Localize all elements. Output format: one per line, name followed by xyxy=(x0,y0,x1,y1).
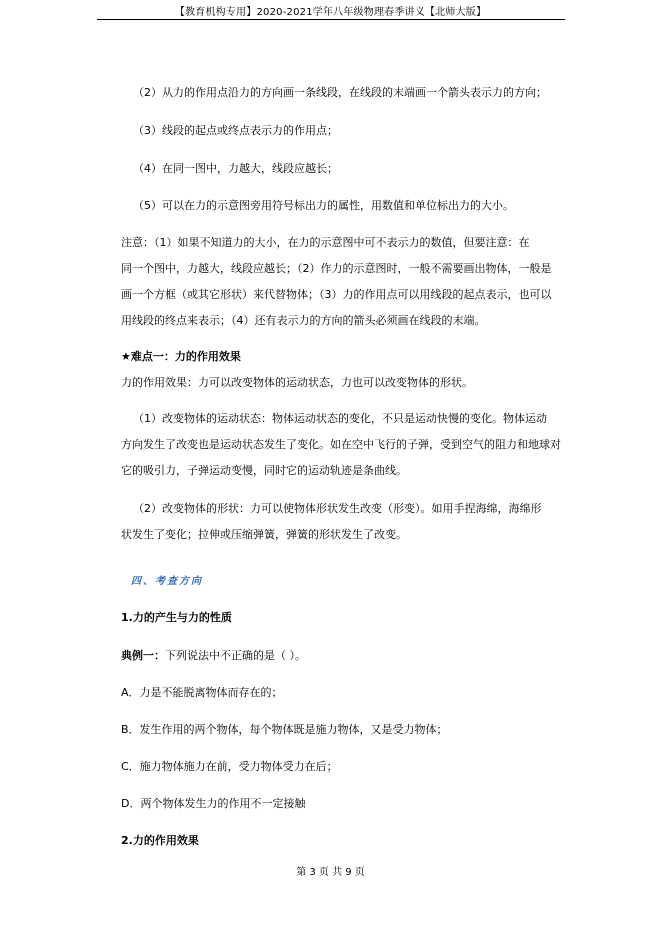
paragraph-line: （1）改变物体的运动状态：物体运动状态的变化，不只是运动快慢的变化。物体运动 xyxy=(133,412,547,425)
paragraph-line: 它的吸引力，子弹运动变慢，同时它的运动轨迹是条曲线。 xyxy=(121,464,407,477)
paragraph-line: （2）改变物体的形状：力可以使物体形状发生改变（形变）。如用手捏海绵，海绵形 xyxy=(133,502,542,515)
step-line: （3）线段的起点或终点表示力的作用点； xyxy=(133,124,338,137)
option-d: D．两个物体发生力的作用不一定接触 xyxy=(121,797,306,810)
example-question-text: 下列说法中不正确的是（ ）。 xyxy=(165,649,306,662)
topic-heading: 2.力的作用效果 xyxy=(121,834,199,847)
header-divider xyxy=(97,19,565,20)
difficulty-heading: ★难点一：力的作用效果 xyxy=(121,350,241,363)
example-label: 典例一： xyxy=(121,649,165,662)
paragraph-line: 状发生了变化；拉伸或压缩弹簧，弹簧的形状发生了改变。 xyxy=(121,528,407,541)
step-line: （5）可以在力的示意图旁用符号标出力的属性，用数值和单位标出力的大小。 xyxy=(133,199,514,212)
topic-heading: 1.力的产生与力的性质 xyxy=(121,611,232,624)
difficulty-intro: 力的作用效果：力可以改变物体的运动状态，力也可以改变物体的形状。 xyxy=(121,376,473,389)
section-heading: 四、考查方向 xyxy=(131,576,203,587)
note-line: 用线段的终点来表示；（4）还有表示力的方向的箭头必须画在线段的末端。 xyxy=(121,314,486,327)
step-line: （4）在同一图中，力越大，线段应越长； xyxy=(133,162,338,175)
step-line: （2）从力的作用点沿力的方向画一条线段，在线段的末端画一个箭头表示力的方向； xyxy=(133,86,547,99)
note-line: 注意：（1）如果不知道力的大小，在力的示意图中可不表示力的数值，但要注意：在 xyxy=(121,236,530,249)
option-b: B．发生作用的两个物体，每个物体既是施力物体，又是受力物体； xyxy=(121,723,448,736)
option-c: C．施力物体施力在前，受力物体受力在后； xyxy=(121,760,338,773)
page-header: 【教育机构专用】2020-2021学年八年级物理春季讲义【北师大版】 xyxy=(174,7,487,18)
option-a: A．力是不能脱离物体而存在的； xyxy=(121,686,283,699)
page-footer: 第 3 页 共 9 页 xyxy=(296,867,365,878)
note-line: 画一个方框（或其它形状）来代替物体；（3）力的作用点可以用线段的起点表示，也可以 xyxy=(121,288,552,301)
note-line: 同一个图中，力越大，线段应越长；（2）作力的示意图时，一般不需要画出物体，一般是 xyxy=(121,262,552,275)
example-question xyxy=(121,649,566,663)
paragraph-line: 方向发生了改变也是运动状态发生了变化。如在空中飞行的子弹，受到空气的阻力和地球对 xyxy=(121,438,561,451)
